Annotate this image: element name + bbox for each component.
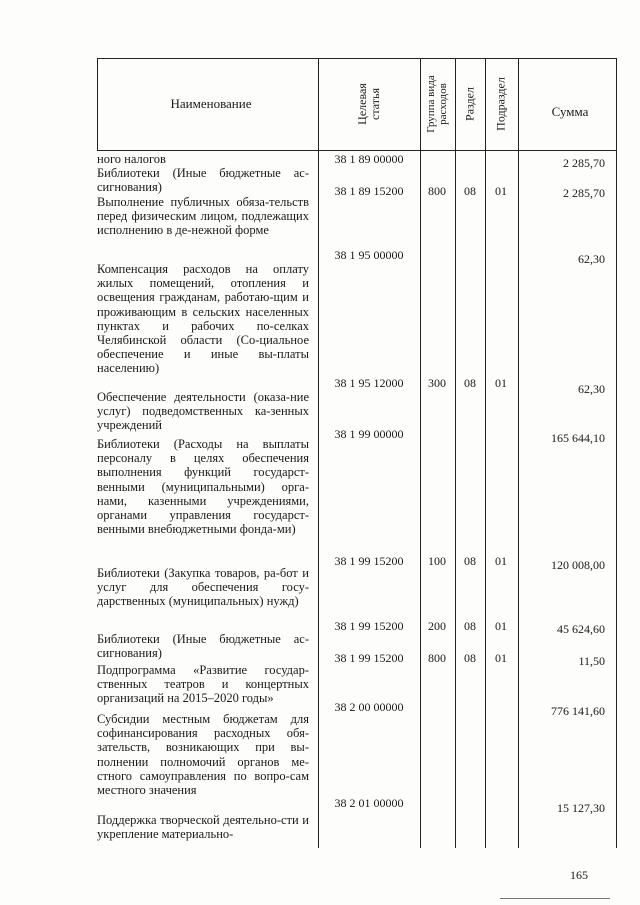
header-code — [356, 83, 382, 125]
row-sum: 62,30 — [578, 382, 605, 396]
row-podrazdel: 01 — [495, 554, 507, 568]
column-divider — [455, 58, 456, 848]
row-code: 38 1 99 15200 — [334, 554, 404, 568]
row-sum: 776 141,60 — [551, 704, 605, 718]
table-header-bottom-border — [97, 150, 616, 151]
row-code: 38 1 89 00000 — [334, 152, 404, 166]
header-podrazdel-text: Подраздел — [493, 77, 508, 131]
header-code-line1: Целевая — [355, 83, 369, 125]
column-divider — [420, 58, 421, 848]
row-code: 38 1 99 00000 — [334, 427, 404, 441]
row-name: Субсидии местным бюджетам для софинансирования расходных обя-зательств, возникающих при вы-полнении полномочий органов ме-стного самоуправления по вопро-сам местного значения — [97, 712, 309, 798]
row-group: 800 — [428, 651, 446, 665]
row-group: 800 — [428, 184, 446, 198]
row-razdel: 08 — [464, 376, 476, 390]
row-sum: 62,30 — [578, 252, 605, 266]
row-name: Выполнение публичных обяза-тельств перед физическим лицом, подлежащих исполнению в де-нежной форме — [97, 195, 309, 238]
row-name: Библиотеки (Закупка товаров, ра-бот и услуг для обеспечения госу-дарственных (муниципальных) нужд) — [97, 566, 309, 609]
footer-rule — [500, 898, 610, 899]
row-sum: 2 285,70 — [563, 186, 605, 200]
row-code: 38 2 01 00000 — [334, 796, 404, 810]
row-name: Библиотеки (Иные бюджетные ас-сигнования) — [97, 632, 309, 661]
header-group — [425, 75, 449, 133]
row-razdel: 08 — [464, 619, 476, 633]
row-sum: 45 624,60 — [557, 622, 605, 636]
row-code: 38 1 89 15200 — [334, 184, 404, 198]
row-code: 38 1 99 15200 — [334, 651, 404, 665]
row-name: ного налогов — [97, 152, 166, 166]
row-podrazdel: 01 — [495, 376, 507, 390]
row-razdel: 08 — [464, 184, 476, 198]
row-group: 100 — [428, 554, 446, 568]
header-podrazdel — [495, 77, 508, 131]
header-group-line2: расходов — [437, 83, 449, 125]
row-sum: 11,50 — [578, 654, 605, 668]
row-code: 38 1 99 15200 — [334, 619, 404, 633]
row-name: Поддержка творческой деятельно-сти и укрепление материально- — [97, 813, 309, 842]
row-name: Библиотеки (Иные бюджетные ас-сигнования) — [97, 166, 309, 195]
header-sum: Сумма — [551, 104, 589, 119]
row-code: 38 1 95 12000 — [334, 376, 404, 390]
row-podrazdel: 01 — [495, 184, 507, 198]
table-top-border — [97, 58, 616, 59]
row-name: Обеспечение деятельности (оказа-ние услуг) подведомственных ка-зенных учреждений — [97, 390, 309, 433]
row-sum: 2 285,70 — [563, 156, 605, 170]
row-podrazdel: 01 — [495, 619, 507, 633]
column-divider — [318, 58, 319, 848]
table-right-border — [616, 58, 617, 848]
column-divider — [485, 58, 486, 848]
header-group-line1: Группа вида — [425, 75, 437, 133]
page-number: 165 — [570, 868, 588, 882]
header-razdel — [464, 87, 477, 121]
row-sum: 120 008,00 — [551, 558, 605, 572]
row-group: 200 — [428, 619, 446, 633]
header-name: Наименование — [170, 96, 252, 111]
row-razdel: 08 — [464, 554, 476, 568]
row-sum: 165 644,10 — [551, 431, 605, 445]
row-code: 38 2 00 00000 — [334, 700, 404, 714]
header-razdel-text: Раздел — [462, 87, 477, 121]
row-name: Подпрограмма «Развитие государ-ственных театров и концертных организаций на 2015–2020 годы» — [97, 663, 309, 706]
row-sum: 15 127,30 — [557, 801, 605, 815]
table-left-border — [97, 58, 98, 150]
row-razdel: 08 — [464, 651, 476, 665]
row-name: Библиотеки (Расходы на выплаты персоналу в целях обеспечения выполнения функций государст-венными (муниципальными) орга-нами, казенными учреждениями, органами управления государст-венными внебюджетными фонда-ми) — [97, 437, 309, 537]
row-code: 38 1 95 00000 — [334, 248, 404, 262]
header-code-line2: статья — [368, 88, 382, 120]
row-group: 300 — [428, 376, 446, 390]
row-name: Компенсация расходов на оплату жилых помещений, отопления и освещения гражданам, работаю-щим и проживающим в сельских населенных пунктах и рабочих по-селках Челябинской области (Со-циальное обеспечение и иные вы-платы населению) — [97, 262, 309, 376]
column-divider — [518, 58, 519, 848]
row-podrazdel: 01 — [495, 651, 507, 665]
